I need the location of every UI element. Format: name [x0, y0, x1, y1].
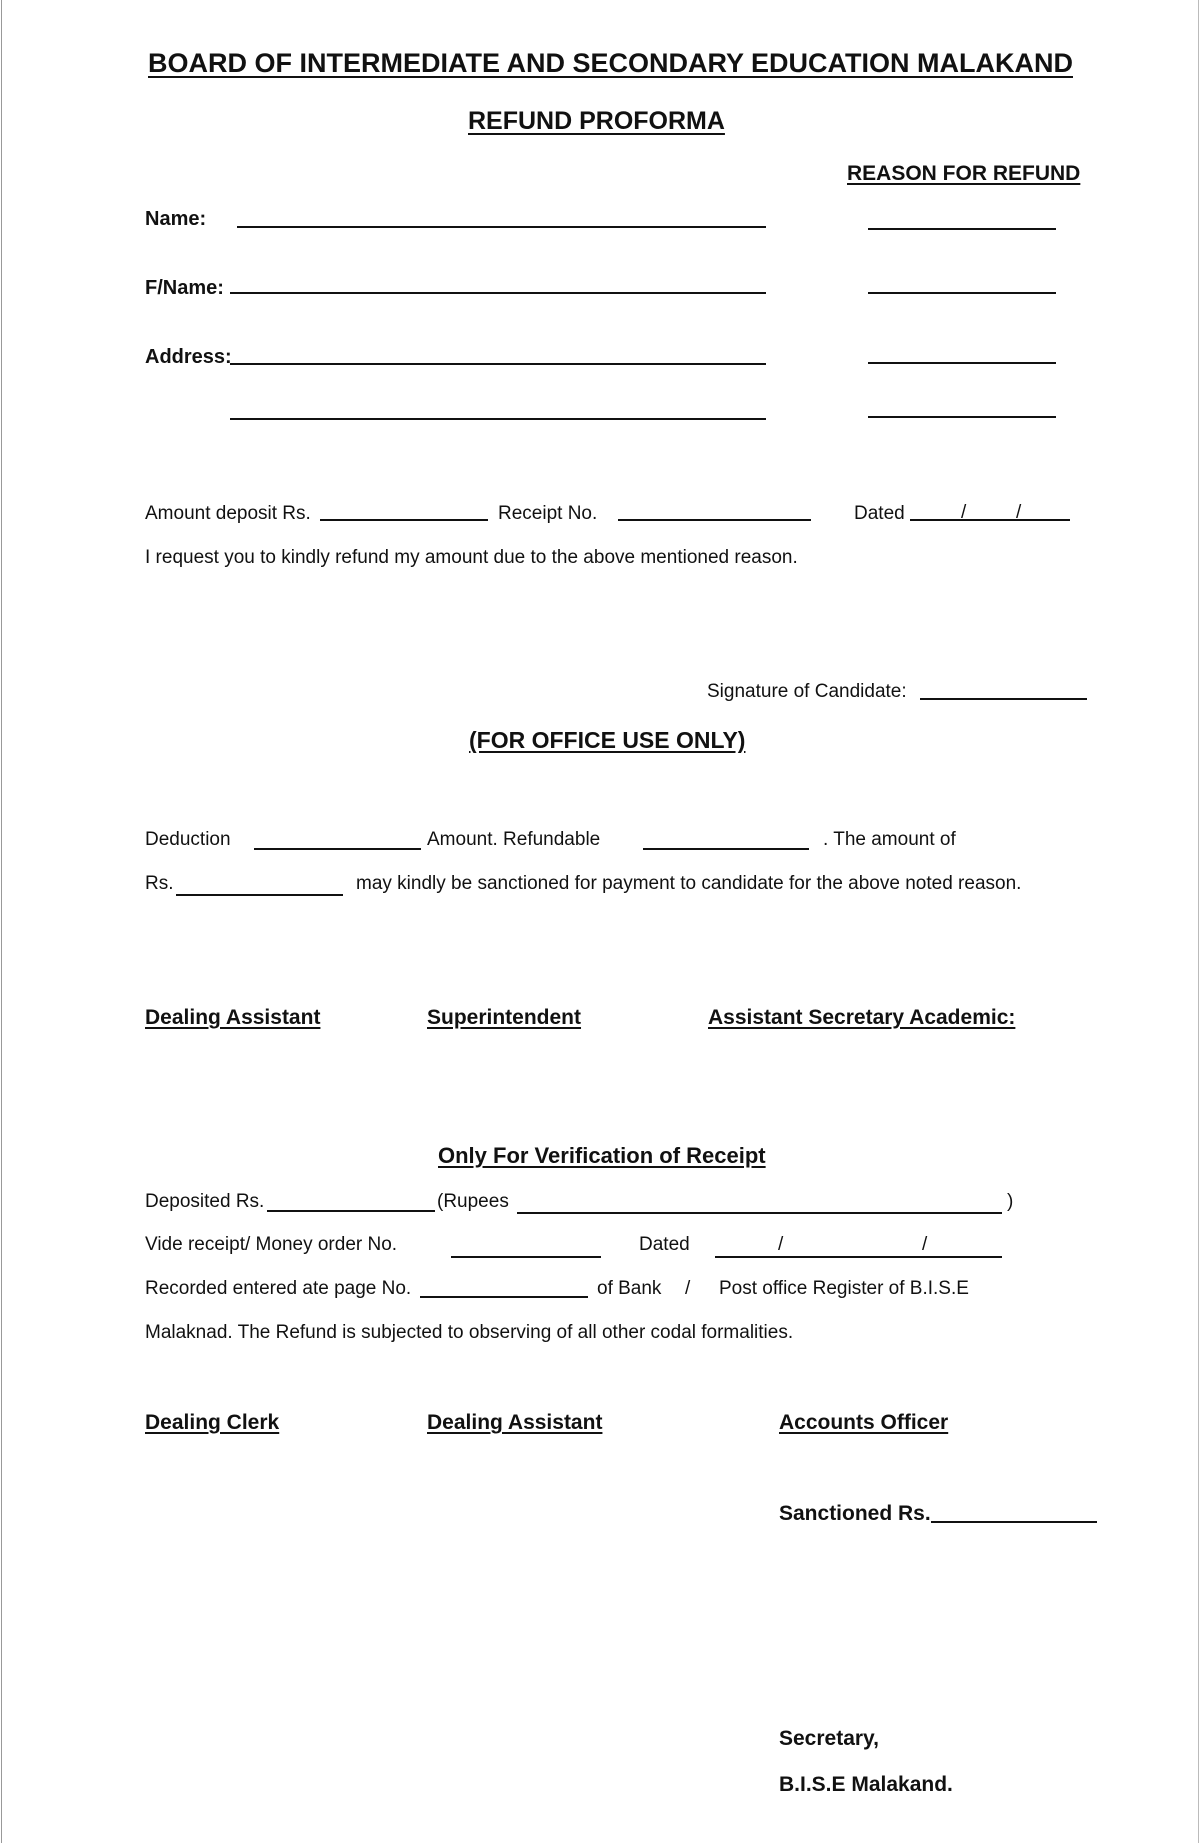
receipt-no-label: Receipt No. — [498, 503, 598, 524]
dated-field[interactable] — [910, 519, 1070, 521]
verification-heading: Only For Verification of Receipt — [438, 1143, 766, 1168]
request-text: I request you to kindly refund my amount due to the above mentioned reason. — [145, 547, 798, 568]
signature-field[interactable] — [920, 698, 1087, 700]
amount-deposit-field[interactable] — [320, 519, 488, 521]
codal-formalities-text: Malaknad. The Refund is subjected to observing of all other codal formalities. — [145, 1322, 794, 1343]
reason-line-3[interactable] — [868, 362, 1056, 364]
vide-receipt-field[interactable] — [451, 1256, 601, 1258]
sanctioned-label: Sanctioned Rs. — [779, 1502, 931, 1525]
vide-receipt-label: Vide receipt/ Money order No. — [145, 1234, 398, 1255]
assistant-secretary-signatory: Assistant Secretary Academic: — [708, 1006, 1016, 1029]
secretary-label: Secretary, — [779, 1727, 880, 1750]
dealing-clerk-signatory: Dealing Clerk — [145, 1411, 280, 1434]
board-title: BOARD OF INTERMEDIATE AND SECONDARY EDUCATION MALAKAND — [148, 48, 1073, 78]
of-bank-label: of Bank — [597, 1278, 662, 1299]
amount-refundable-field[interactable] — [643, 848, 809, 850]
dealing-assistant-signatory: Dealing Assistant — [145, 1006, 321, 1029]
reason-line-2[interactable] — [868, 292, 1056, 294]
deduction-field[interactable] — [254, 848, 421, 850]
dated-label: Dated — [854, 503, 905, 524]
post-office-label: Post office Register of B.I.S.E — [719, 1278, 969, 1299]
dated-sep-1: / — [961, 502, 967, 523]
deposited-field[interactable] — [267, 1210, 435, 1212]
address-field-1[interactable] — [230, 363, 766, 365]
rs-label: Rs. — [145, 873, 174, 894]
rupees-label: (Rupees — [437, 1191, 509, 1212]
page-right-edge — [1198, 0, 1199, 1843]
reason-for-refund-heading: REASON FOR REFUND — [847, 162, 1081, 185]
rupees-field[interactable] — [517, 1212, 1002, 1214]
sanctioned-field[interactable] — [931, 1521, 1097, 1523]
verification-dated-label: Dated — [639, 1234, 690, 1255]
recorded-page-label: Recorded entered ate page No. — [145, 1278, 412, 1299]
address-field-2[interactable] — [230, 418, 766, 420]
reason-line-4[interactable] — [868, 416, 1056, 418]
bise-malakand-label: B.I.S.E Malakand. — [779, 1773, 953, 1796]
address-label: Address: — [145, 346, 232, 368]
name-label: Name: — [145, 208, 207, 230]
name-field[interactable] — [237, 226, 766, 228]
page-left-edge — [1, 0, 2, 1843]
rs-field[interactable] — [176, 894, 343, 896]
bank-post-slash: / — [685, 1278, 691, 1299]
form-title: REFUND PROFORMA — [468, 107, 725, 135]
office-use-heading: (FOR OFFICE USE ONLY) — [469, 727, 746, 753]
receipt-no-field[interactable] — [618, 519, 811, 521]
father-name-field[interactable] — [230, 292, 766, 294]
verification-dated-field[interactable] — [715, 1256, 1002, 1258]
deduction-label: Deduction — [145, 829, 231, 850]
recorded-page-field[interactable] — [420, 1296, 588, 1298]
signature-label: Signature of Candidate: — [707, 681, 907, 702]
rupees-close-paren: ) — [1007, 1191, 1014, 1212]
dealing-assistant-signatory-2: Dealing Assistant — [427, 1411, 603, 1434]
sanction-text: may kindly be sanctioned for payment to candidate for the above noted reason. — [356, 873, 1022, 894]
verification-date-sep-2: / — [922, 1234, 928, 1255]
reason-line-1[interactable] — [868, 228, 1056, 230]
accounts-officer-signatory: Accounts Officer — [779, 1411, 949, 1434]
amount-deposit-label: Amount deposit Rs. — [145, 503, 311, 524]
superintendent-signatory: Superintendent — [427, 1006, 582, 1029]
verification-date-sep-1: / — [778, 1234, 784, 1255]
dated-sep-2: / — [1016, 502, 1022, 523]
amount-of-label: . The amount of — [823, 829, 956, 850]
father-name-label: F/Name: — [145, 277, 224, 299]
amount-refundable-label: Amount. Refundable — [427, 829, 601, 850]
deposited-label: Deposited Rs. — [145, 1191, 265, 1212]
